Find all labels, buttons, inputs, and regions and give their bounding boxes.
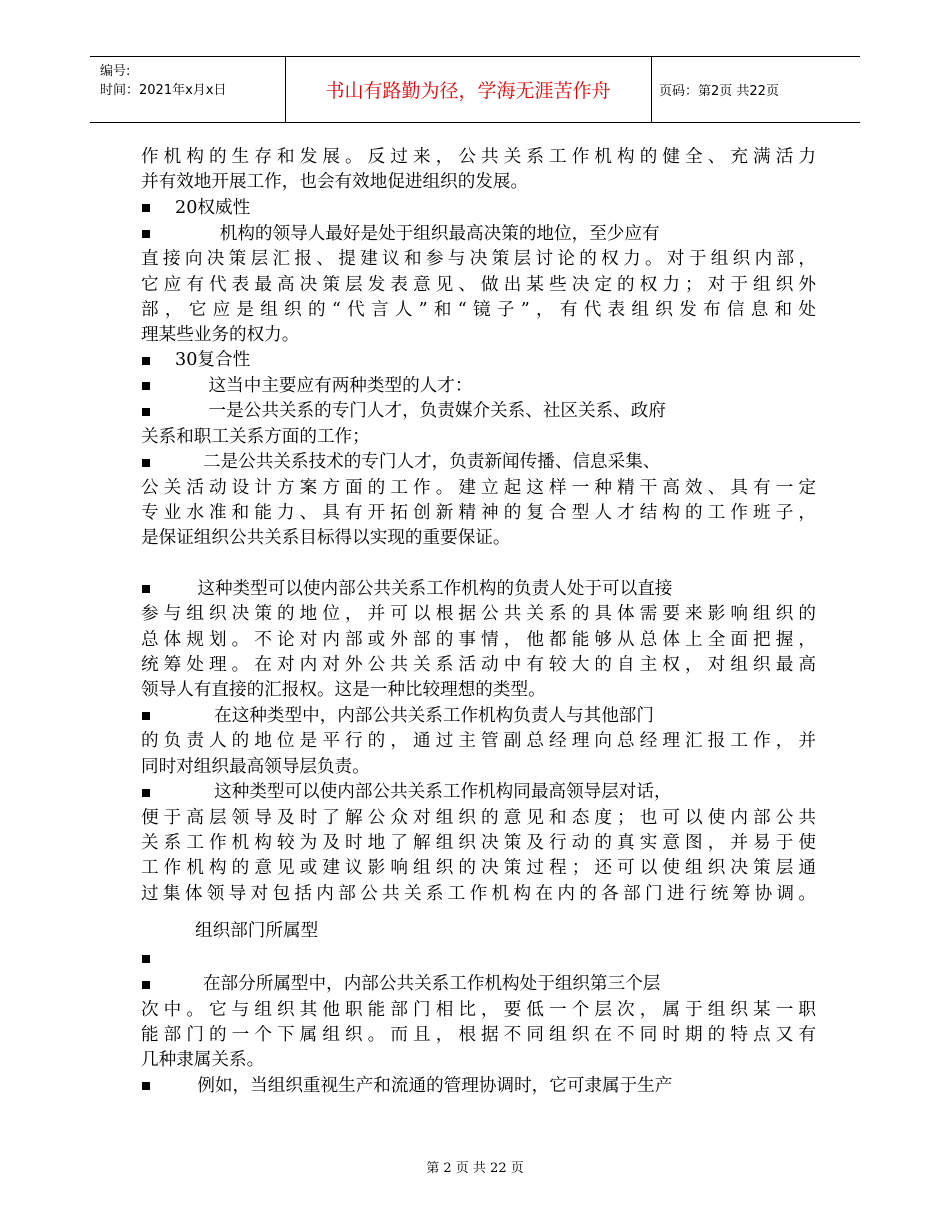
text-line: 部，它应是组织的“代言人”和“镜子”，有代表组织发布信息和处 (141, 300, 816, 320)
text-line: 在这种类型中，内部公共关系工作机构负责人与其他部门 (175, 706, 654, 726)
text-line: 领导人有直接的汇报权。这是一种比较理想的类型。 (141, 680, 546, 700)
section-heading: 组织部门所属型 (195, 921, 319, 941)
document-body (141, 0, 816, 1120)
bullet-icon (142, 1082, 150, 1090)
text-line: 并有效地开展工作，也会有效地促进组织的发展。 (141, 172, 529, 192)
bullet-icon (142, 712, 150, 720)
text-line: 是保证组织公共关系目标得以实现的重要保证。 (141, 528, 511, 548)
bullet-icon (142, 789, 150, 797)
text-line: 一是公共关系的专门人才，负责媒介关系、社区关系、政府 (175, 401, 666, 421)
text-line: 这当中主要应有两种类型的人才： (175, 376, 473, 396)
text-line: 总体规划。不论对内部或外部的事情，他都能够从总体上全面把握， (141, 630, 816, 650)
text-line: 作机构的生存和发展。反过来，公共关系工作机构的健全、充满活力 (141, 147, 816, 167)
time-label: 时间：2021年x月x日 (100, 83, 227, 98)
text-line: 公关活动设计方案方面的工作。建立起这样一种精干高效、具有一定 (141, 478, 816, 498)
text-line: 几种隶属关系。 (141, 1050, 265, 1070)
text-line: 工作机构的意见或建议影响组织的决策过程；还可以使组织决策层通 (141, 858, 816, 878)
text-line: 这种类型可以使内部公共关系工作机构的负责人处于可以直接 (175, 579, 673, 599)
page-footer: 第 2 页 共 22 页 (426, 1161, 524, 1176)
text-line: 理某些业务的权力。 (141, 325, 300, 345)
text-line: 直接向决策层汇报、提建议和参与决策层讨论的权力。对于组织内部， (141, 249, 816, 269)
bullet-icon (142, 955, 150, 963)
text-line: 关系和职工关系方面的工作； (141, 427, 370, 447)
bullet-icon (142, 459, 150, 467)
bullet-icon (142, 230, 150, 238)
text-line: 例如，当组织重视生产和流通的管理协调时，它可隶属于生产 (175, 1076, 673, 1096)
text-line: 过集体领导对包括内部公共关系工作机构在内的各部门进行统筹协调。 (141, 884, 816, 904)
text-line: 统筹处理。在对内对外公共关系活动中有较大的自主权，对组织最高 (141, 655, 816, 675)
bullet-icon (142, 408, 150, 416)
text-line: 的负责人的地位是平行的，通过主管副总经理向总经理汇报工作，并 (141, 731, 816, 751)
text-line: 这种类型可以使内部公共关系工作机构同最高领导层对话， (175, 782, 672, 802)
text-line: 它应有代表最高决策层发表意见、做出某些决定的权力；对于组织外 (141, 275, 816, 295)
text-line: 关系工作机构较为及时地了解组织决策及行动的真实意图，并易于使 (141, 833, 816, 853)
text-line: 能部门的一个下属组织。而且，根据不同组织在不同时期的特点又有 (141, 1025, 816, 1045)
text-line: 专业水准和能力、具有开拓创新精神的复合型人才结构的工作班子， (141, 503, 816, 523)
page-info: 页码：第2页 共22页 (659, 84, 779, 99)
text-line: 二是公共关系技术的专门人才，负责新闻传播、信息采集、 (175, 452, 661, 472)
text-line: 次中。它与组织其他职能部门相比，要低一个层次，属于组织某一职 (141, 1000, 816, 1020)
bullet-icon (142, 382, 150, 390)
text-line: 在部分所属型中，内部公共关系工作机构处于组织第三个层 (175, 974, 661, 994)
text-line: 参与组织决策的地位，并可以根据公共关系的具体需要来影响组织的 (141, 604, 816, 624)
text-line: 便于高层领导及时了解公众对组织的意见和态度；也可以使内部公共 (141, 808, 816, 828)
text-line: 同时对组织最高领导层负责。 (141, 757, 370, 777)
serial-label: 编号: (100, 64, 131, 79)
bullet-icon (142, 204, 150, 212)
bullet-icon (142, 357, 150, 365)
bullet-icon (142, 981, 150, 989)
text-line: 30复合性 (175, 350, 251, 370)
bullet-icon (142, 585, 150, 593)
header-motto: 书山有路勤为径，学海无涯苦作舟 (325, 80, 611, 102)
text-line: 机构的领导人最好是处于组织最高决策的地位，至少应有 (175, 224, 660, 244)
text-line: 20权威性 (175, 198, 251, 218)
